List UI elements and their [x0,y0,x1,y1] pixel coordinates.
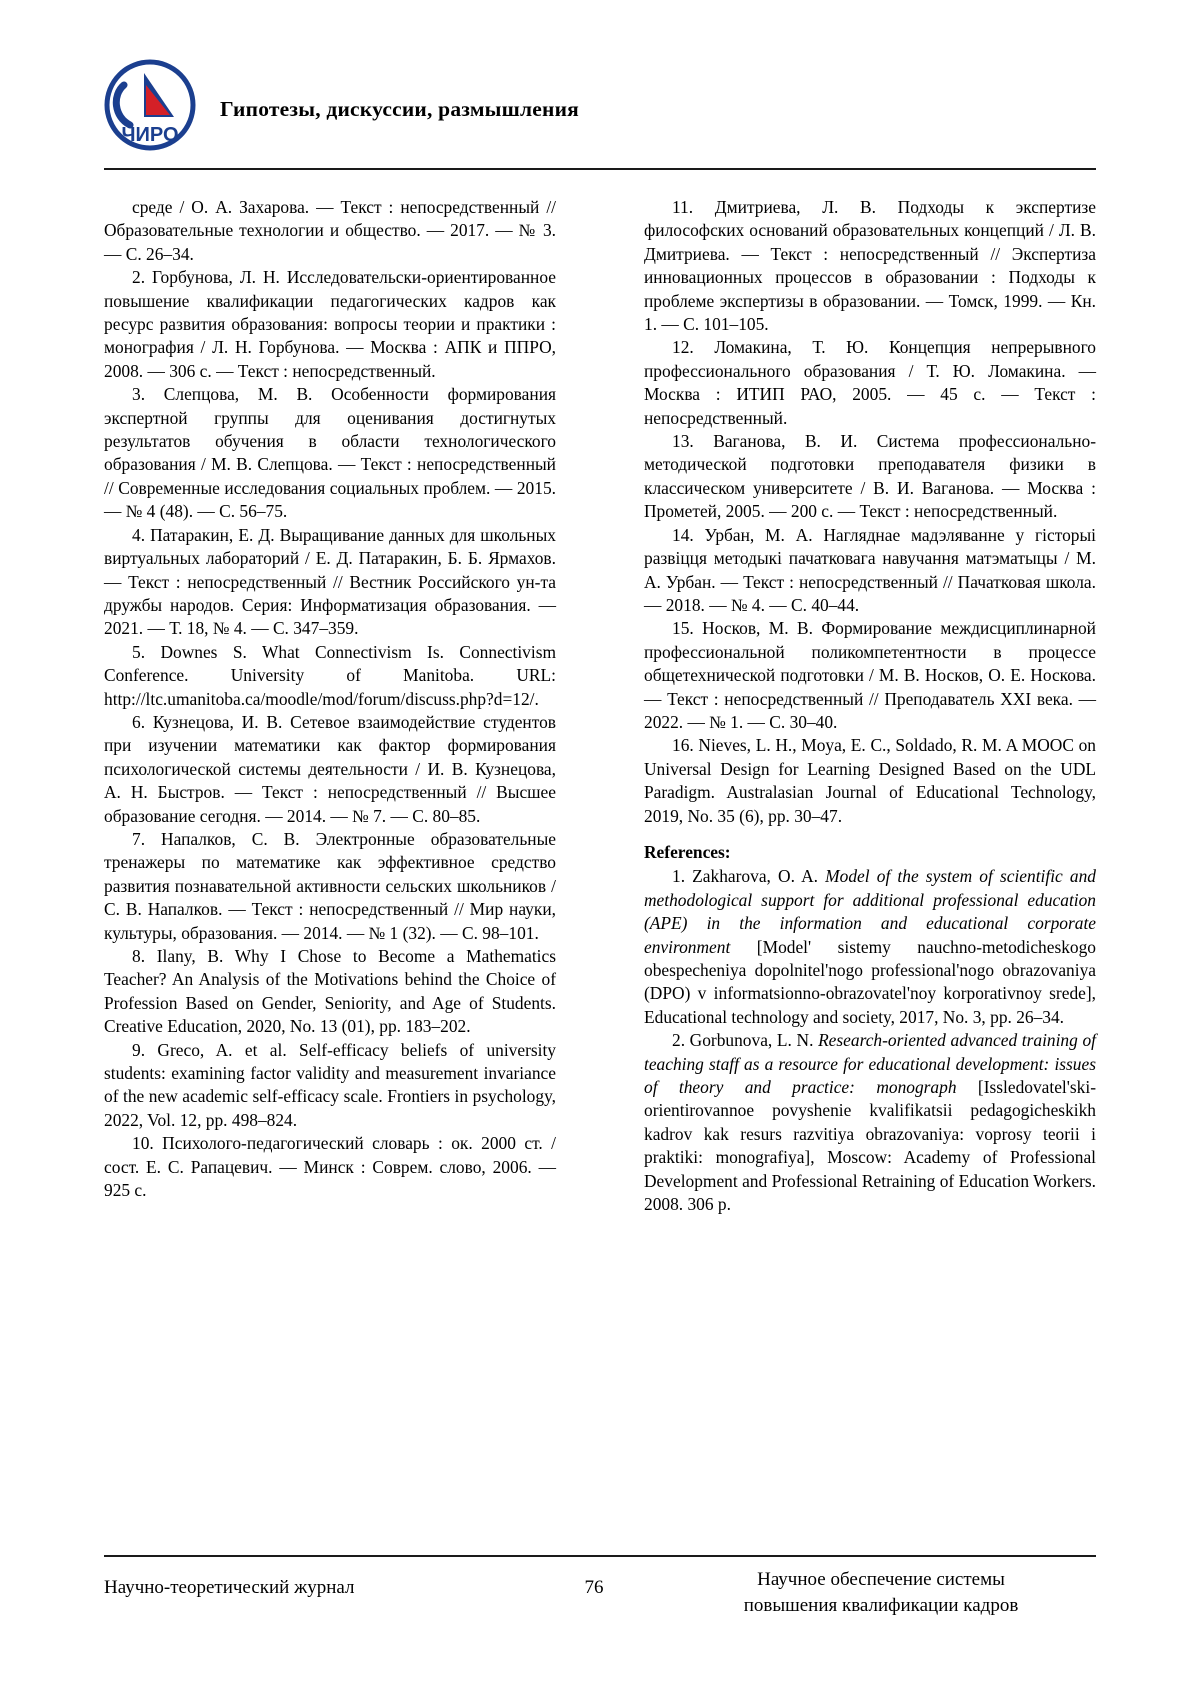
chiro-logo-icon [104,55,196,155]
reference-item: 14. Урбан, М. А. Нагляднае мадэляванне у гісторыі развіцця методыкі пачатковага навучання матэматыцы / М. А. Урбан. — Текст : непосредственный // Пачатковая школа. — 2018. — № 4. — С. 40–44. [644,524,1096,615]
reference-item: 12. Ломакина, Т. Ю. Концепция непрерывного профессионального образования / Т. Ю. Ломакина. — Москва : ИТИП РАО, 2005. — 45 с. — Текст : непосредственный. [644,337,1096,428]
page-number: 76 [584,1577,604,1598]
reference-item: 6. Кузнецова, И. В. Сетевое взаимодействие студентов при изучении математики как фактор формирования психологической системы деятельности / И. В. Кузнецова, А. Н. Быстров. — Текст : непосредственный // Высшее образование сегодня. — 2014. — № 7. — С. 80–85. [104,711,556,826]
footer-section-line2: повышения квалификации кадров [743,1594,1019,1616]
page-footer [104,1567,1096,1641]
reference-item: 10. Психолого-педагогический словарь : ок. 2000 ст. / сост. Е. С. Рапацевич. — Минск : Соврем. слово, 2006. — 925 с. [104,1133,556,1201]
ref-en-2-suffix: [Issledovatel'ski-orientirovannoe povyshenie kvalifikatsii pedagogicheskikh kadrov kak resurs razvitiya obrazovaniya: voprosy teorii i praktiki: monografiya], Moscow: Academy of Professional Development and Professional Retraining of Education Workers. 2008. 306 p. [644,1077,1096,1215]
ref-en-1-title: Model of the system of scientific and methodological support for additional professional education (APE) in the information and educational corporate environment [644,866,1096,957]
header-divider [104,168,1096,170]
reference-item: 13. Ваганова, В. И. Система профессионально-методической подготовки преподавателя физики в классическом университете / В. И. Ваганова. — Москва : Прометей, 2005. — 200 с. — Текст : непосредственный. [644,431,1096,522]
reference-item: 11. Дмитриева, Л. В. Подходы к экспертизе философских оснований образовательных концепций / Л. В. Дмитриева. — Текст : непосредственный // Экспертиза инновационных процессов в образовании : Подходы к проблеме экспертизы в образовании. — Томск, 1999. — Кн. 1. — С. 101–105. [644,197,1096,335]
reference-item: среде / О. А. Захарова. — Текст : непосредственный // Образовательные технологии и общество. — 2017. — № 3. — С. 26–34. [104,197,556,264]
footer-divider [104,1555,1096,1557]
header-title: Гипотезы, дискуссии, размышления [220,97,580,121]
reference-item-en [644,865,1096,1029]
reference-item: 7. Напалков, С. В. Электронные образовательные тренажеры по математике как эффективное средство развития познавательной активности сельских школьников / С. В. Напалков. — Текст : непосредственный // Мир науки, культуры, образования. — 2014. — № 1 (32). — С. 98–101. [104,828,556,943]
reference-item: 5. Downes S. What Connectivism Is. Connectivism Conference. University of Manitoba. URL: http://ltc.umanitoba.ca/moodle/mod/forum/discuss.php?d=12/. [104,641,556,709]
reference-item: 4. Патаракин, Е. Д. Выращивание данных для школьных виртуальных лабораторий / Е. Д. Патаракин, Б. Б. Ярмахов. — Текст : непосредственный // Вестник Российского ун-та дружбы народов. Серия: Информатизация образования. — 2021. — Т. 18, № 4. — С. 347–359. [104,524,556,639]
ref-en-2-prefix: 2. Gorbunova, L. N. [672,1030,819,1051]
footer-section-name [666,1567,1096,1619]
page-header [104,55,1096,165]
left-column [104,196,556,1202]
reference-item: 9. Greco, A. et al. Self-efficacy beliefs of university students: examining factor validity and measurement invariance of the new academic self-efficacy scale. Frontiers in psychology, 2022, Vol. 12, pp. 498–824. [104,1039,556,1130]
right-column [644,196,1096,1216]
reference-item: 2. Горбунова, Л. Н. Исследовательски-ориентированное повышение квалификации педагогических кадров как ресурс развития образования: вопросы теории и практики : монография / Л. Н. Горбунова. — Москва : АПК и ППРО, 2008. — 306 с. — Текст : непосредственный. [104,267,556,381]
ref-en-2-title: Research-oriented advanced training of teaching staff as a resource for educational development: issues of theory and practice: monograph [644,1030,1096,1098]
ref-en-1-suffix: [Model' sistemy nauchno-metodicheskogo obespecheniya dopolnitel'nogo professional'nogo obrazovaniya (DPO) v informatsionno-obrazovatel'noy korporativnoy srede], Educational technology and society, 2017, No. 3, pp. 26–34. [644,936,1096,1027]
reference-item: 8. Ilany, B. Why I Chose to Become a Mathematics Teacher? An Analysis of the Motivations behind the Choice of Profession Based on Gender, Seniority, and Age of Students. Creative Education, 2020, No. 13 (01), pp. 183–202. [104,946,556,1037]
reference-item: 15. Носков, М. В. Формирование междисциплинарной профессиональной поликомпетентности в процессе общетехнической подготовки / М. В. Носков, О. Е. Носкова. — Текст : непосредственный // Преподаватель XXI века. — 2022. — № 1. — С. 30–40. [644,618,1096,732]
footer-journal-name: Научно-теоретический журнал [104,1577,355,1598]
references-heading: References: [644,841,731,862]
ref-en-1-prefix: 1. Zakharova, O. A. [672,866,826,887]
reference-item-en [644,1029,1096,1216]
footer-section-line1: Научное обеспечение системы [757,1569,1005,1590]
svg-text:ЧИРО: ЧИРО [121,124,179,146]
reference-item: 3. Слепцова, М. В. Особенности формирования экспертной группы для оценивания достигнутых результатов обучения в области технологического образования / М. В. Слепцова. — Текст : непосредственный // Современные исследования социальных проблем. — 2015. — № 4 (48). — С. 56–75. [104,384,556,522]
reference-item: 16. Nieves, L. H., Moya, E. C., Soldado, R. M. A MOOC on Universal Design for Learning Designed Based on the UDL Paradigm. Australasian Journal of Educational Technology, 2019, No. 35 (6), pp. 30–47. [644,735,1096,826]
